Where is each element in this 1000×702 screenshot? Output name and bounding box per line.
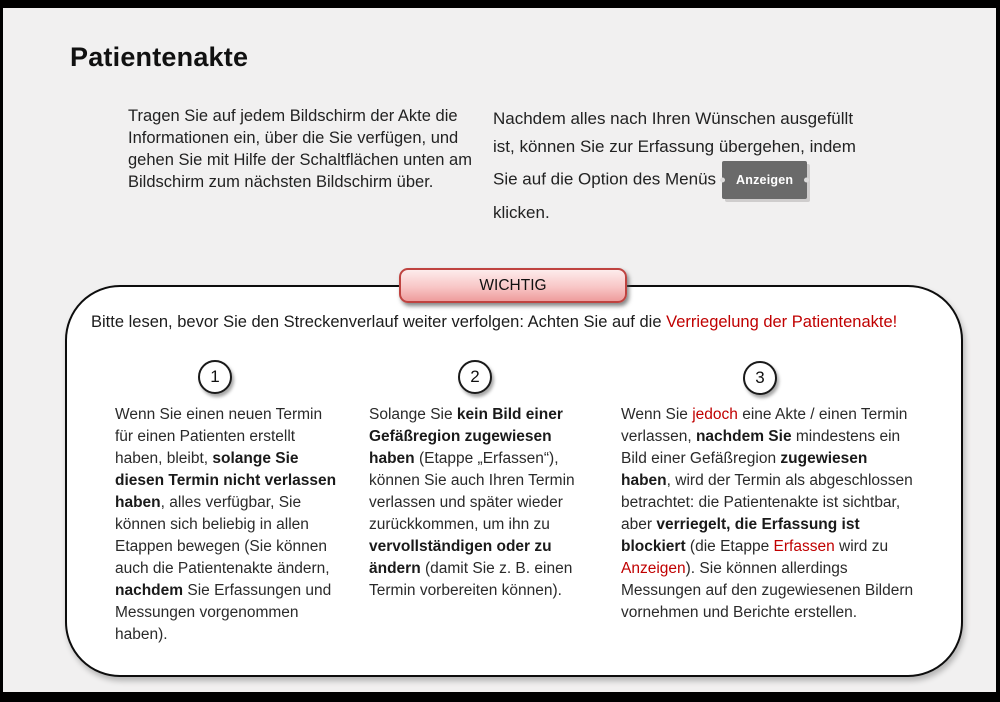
step-circle-3: 3 bbox=[743, 361, 777, 395]
anzeigen-menu-chip bbox=[722, 161, 807, 199]
step-circle-2: 2 bbox=[458, 360, 492, 394]
column-1-text: Wenn Sie einen neuen Termin für einen Patienten erstellt haben, bleibt, solange Sie diesen Termin nicht verlassen haben, alles verfügbar, Sie können sich beliebig in allen Etappen bewegen (Sie können auch die Patientenakte ändern, nachdem Sie Erfassungen und Messungen vorgenommen haben). bbox=[115, 406, 337, 643]
column-3-text: Wenn Sie jedoch eine Akte / einen Termin verlassen, nachdem Sie mindestens ein Bild einer Gefäßregion zugewiesen haben, wird der Termin als abgeschlossen betrachtet: die Patientenakte ist sichtbar, aber verriegelt, die Erfassung ist blockiert (die Etappe Erfassen wird zu Anzeigen). Sie können allerdings Messungen auf den zugewiesenen Bildern vornehmen und Berichte erstellen. bbox=[621, 406, 914, 621]
step-circle-1: 1 bbox=[198, 360, 232, 394]
intro-right-text-before: Nachdem alles nach Ihren Wünschen ausgefüllt ist, können Sie zur Erfassung übergehen, indem Sie auf die Option des Menüs bbox=[493, 109, 856, 189]
chip-bullet-right-icon bbox=[804, 178, 809, 183]
column-2-text: Solange Sie kein Bild einer Gefäßregion zugewiesen haben (Etappe „Erfassen“), können Sie auch Ihren Termin verlassen und später wieder zurückkommen, um ihn zu vervollständigen oder zu ändern (damit Sie z. B. einen Termin vorbereiten können). bbox=[369, 406, 575, 599]
anzeigen-button: Anzeigen bbox=[722, 161, 807, 199]
chip-bullet-left-icon bbox=[720, 178, 725, 183]
page-title: Patientenakte bbox=[70, 42, 249, 72]
page-background bbox=[3, 8, 996, 692]
intro-paragraph-right bbox=[493, 105, 868, 227]
intro-right-text-after: klicken. bbox=[493, 203, 550, 222]
intro-paragraph-left: Tragen Sie auf jedem Bildschirm der Akte die Informationen ein, über die Sie verfügen, und gehen Sie mit Hilfe der Schaltflächen unten am Bildschirm zum nächsten Bildschirm über. bbox=[128, 107, 472, 191]
wichtig-badge: WICHTIG bbox=[399, 268, 627, 303]
important-lead-line: Bitte lesen, bevor Sie den Streckenverlauf weiter verfolgen: Achten Sie auf die Verriegelung der Patientenakte! bbox=[91, 313, 898, 331]
